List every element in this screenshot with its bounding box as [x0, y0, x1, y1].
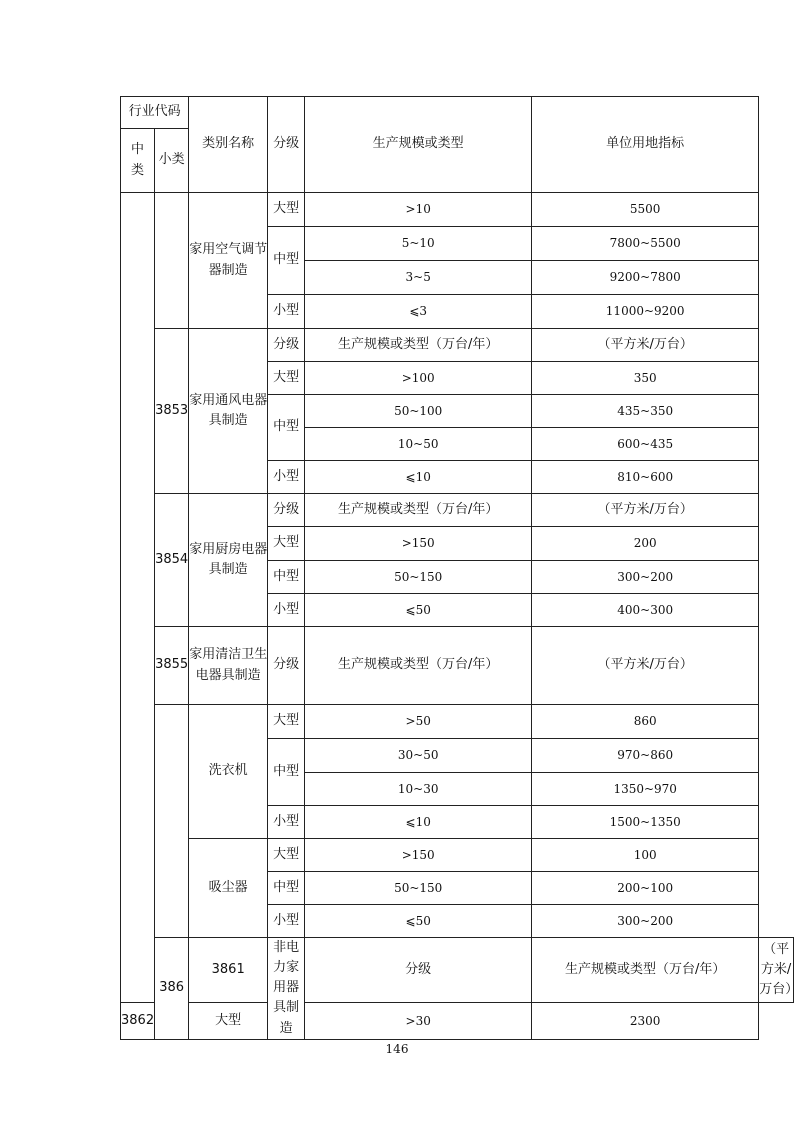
grade-cell: 大型: [268, 527, 305, 561]
subheader-grade: 分级: [268, 329, 305, 362]
code-3853: 3853: [155, 329, 189, 494]
subheader-grade: 分级: [268, 494, 305, 527]
category-name-header: 类别名称: [189, 97, 268, 193]
scale-cell: 50~150: [305, 561, 532, 594]
grade-cell: 大型: [189, 1003, 268, 1039]
code-3854: 3854: [155, 494, 189, 627]
scale-cell: 50~150: [305, 872, 532, 905]
value-cell: 2300: [532, 1003, 759, 1039]
value-cell: 5500: [532, 193, 759, 227]
code-3862: 3862: [121, 1003, 155, 1039]
subheader-scale: 生产规模或类型（万台/年）: [305, 494, 532, 527]
value-cell: 350: [532, 362, 759, 395]
category-nonelec: 非电力家用器具制造: [268, 938, 305, 1040]
value-cell: 1350~970: [532, 773, 759, 806]
grade-cell: 大型: [268, 705, 305, 739]
category-vent: 家用通风电器具制造: [189, 329, 268, 494]
value-cell: 810~600: [532, 461, 759, 494]
grade-cell: 中型: [268, 561, 305, 594]
value-cell: 200: [532, 527, 759, 561]
grade-header: 分级: [268, 97, 305, 193]
value-cell: 11000~9200: [532, 295, 759, 329]
value-cell: 300~200: [532, 905, 759, 938]
subheader-unit: （平方米/万台）: [532, 329, 759, 362]
subheader-unit: （平方米/万台）: [759, 938, 794, 1003]
scale-cell: ⩽50: [305, 905, 532, 938]
grade-cell: 小型: [268, 806, 305, 839]
value-cell: 600~435: [532, 428, 759, 461]
grade-cell: 中型: [268, 739, 305, 806]
grade-cell: 小型: [268, 594, 305, 627]
code-3861: 3861: [189, 938, 268, 1003]
value-cell: 9200~7800: [532, 261, 759, 295]
subheader-unit: （平方米/万台）: [532, 627, 759, 705]
scale-cell: 30~50: [305, 739, 532, 773]
category-ac: 家用空气调节器制造: [189, 193, 268, 329]
small-class-cell: [155, 193, 189, 329]
grade-cell: 小型: [268, 461, 305, 494]
middle-class-header: 中类: [121, 129, 155, 193]
scale-cell: 3~5: [305, 261, 532, 295]
grade-cell: 大型: [268, 362, 305, 395]
value-cell: 100: [532, 839, 759, 872]
scale-cell: 10~50: [305, 428, 532, 461]
value-cell: 200~100: [532, 872, 759, 905]
category-washer: 洗衣机: [189, 705, 268, 839]
subheader-grade: 分级: [305, 938, 532, 1003]
indicator-header: 单位用地指标: [532, 97, 759, 193]
grade-cell: 小型: [268, 905, 305, 938]
middle-class-cell: [121, 193, 155, 1003]
subheader-unit: （平方米/万台）: [532, 494, 759, 527]
scale-cell: ⩽10: [305, 806, 532, 839]
value-cell: 400~300: [532, 594, 759, 627]
value-cell: 970~860: [532, 739, 759, 773]
grade-cell: 大型: [268, 839, 305, 872]
small-class-cell: [155, 705, 189, 938]
page-number: 146: [385, 1042, 409, 1056]
scale-cell: 50~100: [305, 395, 532, 428]
scale-cell: >100: [305, 362, 532, 395]
grade-cell: 小型: [268, 295, 305, 329]
grade-cell: 中型: [268, 395, 305, 461]
scale-cell: >150: [305, 839, 532, 872]
scale-cell: >150: [305, 527, 532, 561]
middle-class-386: 386: [155, 938, 189, 1040]
scale-cell: ⩽3: [305, 295, 532, 329]
subheader-scale: 生产规模或类型（万台/年）: [305, 627, 532, 705]
scale-cell: ⩽50: [305, 594, 532, 627]
subheader-scale: 生产规模或类型（万台/年）: [532, 938, 759, 1003]
grade-cell: 大型: [268, 193, 305, 227]
scale-cell: >50: [305, 705, 532, 739]
scale-cell: >10: [305, 193, 532, 227]
scale-cell: 5~10: [305, 227, 532, 261]
land-use-table: [120, 96, 798, 1040]
scale-cell: >30: [305, 1003, 532, 1039]
grade-cell: 中型: [268, 872, 305, 905]
subheader-grade: 分级: [268, 627, 305, 705]
subheader-scale: 生产规模或类型（万台/年）: [305, 329, 532, 362]
category-vacuum: 吸尘器: [189, 839, 268, 938]
grade-cell: 中型: [268, 227, 305, 295]
value-cell: 1500~1350: [532, 806, 759, 839]
industry-code-header: 行业代码: [121, 97, 189, 129]
scale-cell: ⩽10: [305, 461, 532, 494]
scale-header: 生产规模或类型: [305, 97, 532, 193]
value-cell: 7800~5500: [532, 227, 759, 261]
code-3855: 3855: [155, 627, 189, 705]
value-cell: 300~200: [532, 561, 759, 594]
category-clean: 家用清洁卫生电器具制造: [189, 627, 268, 705]
category-kitchen: 家用厨房电器具制造: [189, 494, 268, 627]
value-cell: 860: [532, 705, 759, 739]
value-cell: 435~350: [532, 395, 759, 428]
small-class-header: 小类: [155, 129, 189, 193]
scale-cell: 10~30: [305, 773, 532, 806]
